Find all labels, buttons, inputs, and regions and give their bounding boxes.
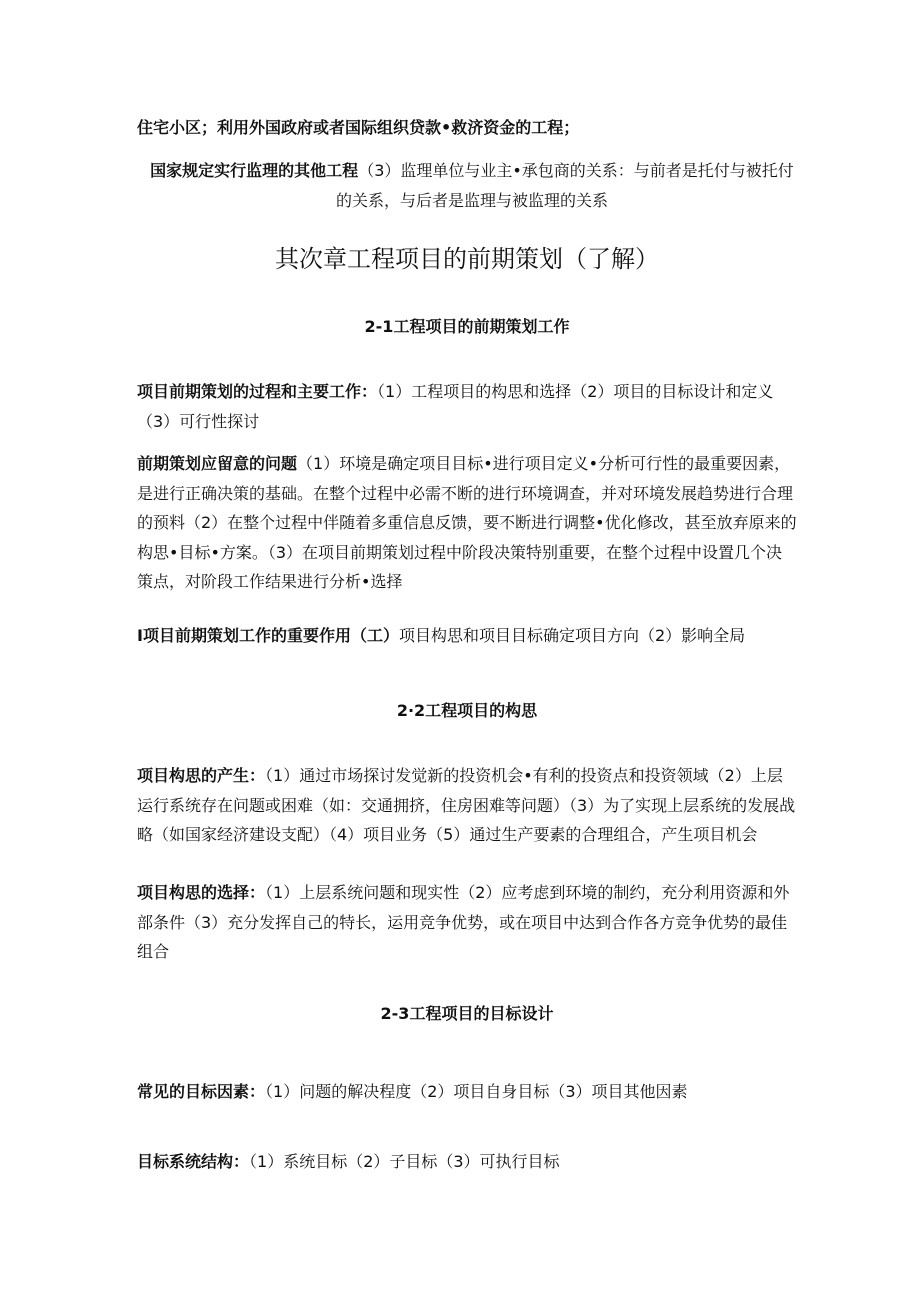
- chapter-title: 其次章工程项目的前期策划（了解）: [275, 245, 659, 273]
- section-2-title: 2·2工程项目的构思: [396, 701, 538, 720]
- section-2-paragraph-1: [137, 761, 797, 850]
- section-3-p1-bold: 常见的目标因素：: [137, 1082, 266, 1101]
- section-3-p2-bold: 目标系统结构：: [137, 1152, 250, 1171]
- supervision-text: （3）监理单位与业主•承包商的关系：与前者是托付与被托付的关系，与后者是监理与被监理的关系: [335, 161, 794, 210]
- section-1-p3-bold: I项目前期策划工作的重要作用（工）: [137, 626, 399, 645]
- section-1-title: 2-1工程项目的前期策划工作: [364, 317, 570, 336]
- section-1-p1-text: （1）工程项目的构思和选择（2）项目的目标设计和定义（3）可行性探讨: [137, 382, 774, 431]
- section-1-paragraph-2: [137, 449, 797, 597]
- section-1-p3-text: 项目构思和项目目标确定项目方向（2）影响全局: [398, 626, 746, 645]
- section-1-p2-text: （1）环境是确定项目目标•进行项目定义•分析可行性的最重要因素，是进行正确决策的基础。在整个过程中必需不断的进行环境调查，并对环境发展趋势进行合理的预料（2）在整个过程中伴随着多重信息反馈，要不断进行调整•优化修改，甚至放弃原来的构思•目标•方案。（3）在项目前期策划过程中阶段决策特别重要，在整个过程中设置几个决策点，对阶段工作结果进行分析•选择: [137, 454, 797, 591]
- section-2-p1-text: （1）通过市场探讨发觉新的投资机会•有利的投资点和投资领域（2）上层运行系统存在问题或困难（如：交通拥挤，住房困难等问题）（3）为了实现上层系统的发展战略（如国家经济建设支配）（4）项目业务（5）通过生产要素的合理组合，产生项目机会: [137, 766, 796, 844]
- section-2-p2-bold: 项目构思的选择：: [137, 883, 266, 902]
- section-3-title: 2-3工程项目的目标设计: [380, 1004, 554, 1023]
- section-1-p2-bold: 前期策划应留意的问题: [137, 454, 298, 473]
- section-3-paragraph-1: [137, 1077, 797, 1107]
- section-2-paragraph-2: [137, 878, 797, 967]
- supervision-bold: 国家规定实行监理的其他工程: [150, 161, 359, 180]
- intro-line: 住宅小区；利用外国政府或者国际组织贷款•救济资金的工程；: [137, 118, 580, 137]
- section-1-paragraph-3: [137, 621, 797, 651]
- section-1-paragraph-1: [137, 377, 797, 436]
- section-3-p2-text: （1）系统目标（2）子目标（3）可执行目标: [249, 1152, 560, 1171]
- supervision-paragraph: [147, 156, 797, 215]
- section-2-p1-bold: 项目构思的产生：: [137, 766, 266, 785]
- section-1-p1-bold: 项目前期策划的过程和主要工作：: [137, 382, 378, 401]
- section-2-p2-text: （1）上层系统问题和现实性（2）应考虑到环境的制约，充分利用资源和外部条件（3）充分发挥自己的特长，运用竞争优势，或在项目中达到合作各方竞争优势的最佳组合: [137, 883, 790, 961]
- section-3-p1-text: （1）问题的解决程度（2）项目自身目标（3）项目其他因素: [265, 1082, 688, 1101]
- section-3-paragraph-2: [137, 1147, 797, 1177]
